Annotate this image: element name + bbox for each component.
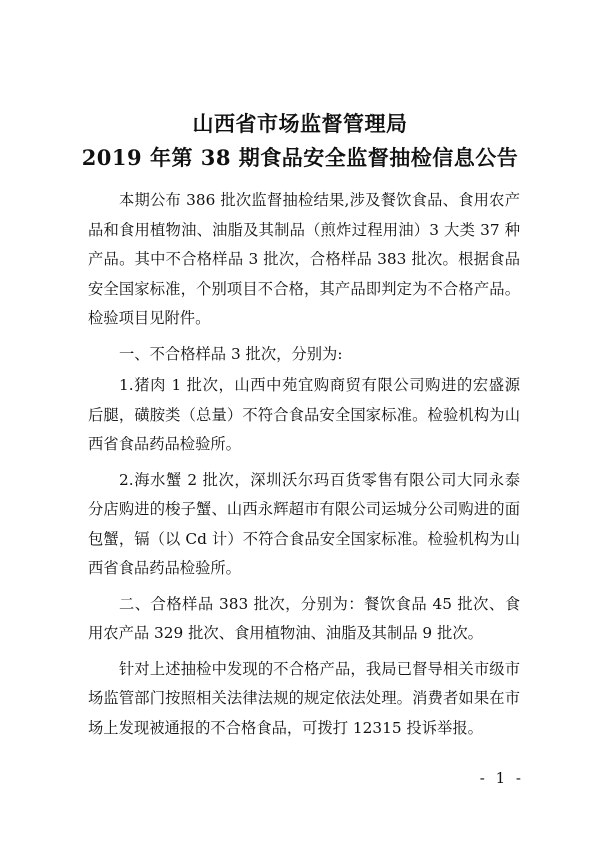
document-title — [60, 107, 540, 175]
document-body — [88, 186, 520, 749]
unqualified-item-pork: 1.猪肉 1 批次，山西中苑宜购商贸有限公司购进的宏盛源后腿，磺胺类（总量）不符合食品安全国家标准。检验机构为山西省食品药品检验所。 — [88, 376, 520, 453]
unqualified-heading: 一、不合格样品 3 批次，分别为: — [119, 344, 343, 363]
qualified-summary: 二、合格样品 383 批次，分别为：餐饮食品 45 批次、食用农产品 329 批次、食用植物油、油脂及其制品 9 批次。 — [88, 594, 520, 642]
handling-paragraph: 针对上述抽检中发现的不合格产品，我局已督导相关市级市场监管部门按照相关法律法规的规定依法处理。消费者如果在市场上发现被通报的不合格食品，可拨打 12315 投诉举报。 — [88, 659, 520, 737]
intro-paragraph: 本期公布 386 批次监督抽检结果,涉及餐饮食品、食用农产品和食用植物油、油脂及其制品（煎炸过程用油）3 大类 37 种产品。其中不合格样品 3 批次，合格样品 383 批次。根据食品安全国家标准，个别项目不合格，其产品即判定为不合格产品。检验项目见附件。 — [88, 191, 520, 327]
page-number: - 1 - — [479, 769, 524, 787]
title-announcement: 2019 年第 38 期食品安全监督抽检信息公告 — [81, 145, 519, 170]
title-agency: 山西省市场监督管理局 — [192, 111, 408, 136]
unqualified-item-crab: 2.海水蟹 2 批次，深圳沃尔玛百货零售有限公司大同永泰分店购进的梭子蟹、山西永辉超市有限公司运城分公司购进的面包蟹，镉（以 Cd 计）不符合食品安全国家标准。检验机构为山西省食品药品检验所。 — [88, 470, 520, 577]
